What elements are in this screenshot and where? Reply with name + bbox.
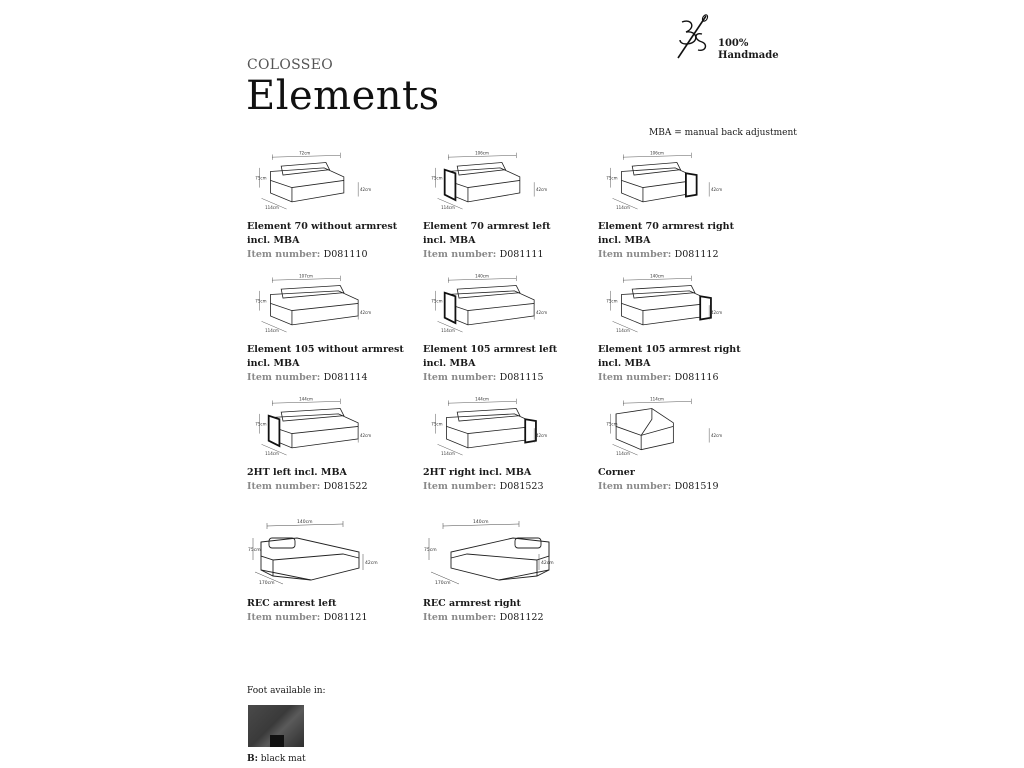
element-name: Element 70 armrest left xyxy=(423,221,551,232)
foot-label: Foot available in: xyxy=(247,686,326,696)
element-name-sub: incl. MBA xyxy=(423,358,476,369)
dimension-label: 75cm xyxy=(424,548,437,553)
recR-drawing xyxy=(423,517,563,595)
logo-text-line2: Handmade xyxy=(718,50,779,61)
item-number-value: D081519 xyxy=(674,481,719,492)
dimension-label: 106cm xyxy=(475,150,489,156)
armL105-drawing xyxy=(423,273,563,341)
item-number xyxy=(247,371,412,385)
dimension-label: 75cm xyxy=(255,298,267,304)
element-name: 2HT right incl. MBA xyxy=(423,467,532,478)
dimension-label: 75cm xyxy=(255,175,267,181)
dimension-label: 75cm xyxy=(606,421,618,427)
item-number-value: D081110 xyxy=(323,249,368,260)
dimension-label: 42cm xyxy=(365,561,378,566)
dimension-label: 42cm xyxy=(710,433,723,439)
item-number xyxy=(598,371,763,385)
dimension-label: 75cm xyxy=(255,421,267,427)
element-name: Element 105 armrest left xyxy=(423,344,558,355)
dimension-label: 114cm xyxy=(265,205,279,211)
item-number-value: D081121 xyxy=(323,612,368,623)
element-name-sub: incl. MBA xyxy=(247,235,300,246)
dimension-label: 42cm xyxy=(710,187,723,193)
dimension-label: 114cm xyxy=(441,451,455,457)
element-card xyxy=(247,150,412,262)
element-name-sub: incl. MBA xyxy=(598,358,651,369)
element-card xyxy=(423,517,588,625)
foot-swatch-caption xyxy=(247,754,306,764)
armL70-drawing xyxy=(423,150,563,218)
item-number-label: Item number: xyxy=(423,249,500,260)
dimension-label: 42cm xyxy=(359,310,372,316)
dimension-label: 114cm xyxy=(441,328,455,334)
element-card xyxy=(598,396,763,494)
dimension-label: 114cm xyxy=(616,205,630,211)
dimension-label: 75cm xyxy=(606,298,618,304)
element-card xyxy=(247,396,412,494)
element-name: Corner xyxy=(598,467,635,478)
dimension-label: 106cm xyxy=(650,150,664,156)
htR-drawing xyxy=(423,396,563,464)
logo-text-line1: 100% xyxy=(718,38,749,49)
element-card xyxy=(598,273,763,385)
corner-drawing xyxy=(598,396,738,464)
dimension-label: 75cm xyxy=(606,175,618,181)
element-name: Element 105 armrest right xyxy=(598,344,741,355)
item-number-label: Item number: xyxy=(247,372,324,383)
foot-swatch-name: black mat xyxy=(257,754,306,764)
element-card xyxy=(247,273,412,385)
element-card xyxy=(423,273,588,385)
recL-drawing xyxy=(247,517,387,595)
dimension-label: 144cm xyxy=(299,396,313,402)
dimension-label: 140cm xyxy=(475,273,489,279)
foot-swatch-code: B: xyxy=(247,754,258,764)
item-number xyxy=(423,248,588,262)
dimension-label: 114cm xyxy=(265,328,279,334)
armR70-drawing xyxy=(598,150,738,218)
dimension-label: 140cm xyxy=(297,520,313,525)
armR105-drawing xyxy=(598,273,738,341)
element-name-sub: incl. MBA xyxy=(423,235,476,246)
dimension-label: 42cm xyxy=(535,187,548,193)
page-title: Elements xyxy=(246,73,440,119)
item-number xyxy=(423,480,588,494)
element-card xyxy=(598,150,763,262)
item-number xyxy=(423,371,588,385)
item-number-label: Item number: xyxy=(247,249,324,260)
dimension-label: 114cm xyxy=(616,451,630,457)
dimension-label: 144cm xyxy=(475,396,489,402)
dimension-label: 140cm xyxy=(473,520,489,525)
item-number-value: D081115 xyxy=(499,372,544,383)
item-number-label: Item number: xyxy=(598,372,675,383)
dimension-label: 75cm xyxy=(248,548,261,553)
item-number-label: Item number: xyxy=(247,612,324,623)
dimension-label: 42cm xyxy=(541,561,554,566)
element-name: Element 70 armrest right xyxy=(598,221,734,232)
htL-drawing xyxy=(247,396,387,464)
item-number-label: Item number: xyxy=(423,372,500,383)
dimension-label: 42cm xyxy=(535,310,548,316)
dimension-label: 72cm xyxy=(299,150,311,156)
dimension-label: 114cm xyxy=(616,328,630,334)
foot-leg-image xyxy=(270,735,284,747)
item-number-value: D081116 xyxy=(674,372,719,383)
element-name: REC armrest left xyxy=(247,598,337,609)
item-number xyxy=(598,248,763,262)
element-name-sub: incl. MBA xyxy=(247,358,300,369)
dimension-label: 75cm xyxy=(431,298,443,304)
logo-text xyxy=(718,38,779,62)
item-number xyxy=(423,611,588,625)
element-name: REC armrest right xyxy=(423,598,521,609)
dimension-label: 170cm xyxy=(259,581,275,586)
item-number xyxy=(247,611,412,625)
dimension-label: 107cm xyxy=(299,273,313,279)
item-number-label: Item number: xyxy=(598,249,675,260)
dimension-label: 42cm xyxy=(535,433,548,439)
element-card xyxy=(247,517,412,625)
dimension-label: 114cm xyxy=(265,451,279,457)
item-number-label: Item number: xyxy=(423,481,500,492)
dimension-label: 114cm xyxy=(650,396,664,402)
dimension-label: 75cm xyxy=(431,175,443,181)
seat70-drawing xyxy=(247,150,387,218)
element-card xyxy=(423,396,588,494)
element-name: Element 70 without armrest xyxy=(247,221,398,232)
element-name: 2HT left incl. MBA xyxy=(247,467,347,478)
dimension-label: 170cm xyxy=(435,581,451,586)
element-name-sub: incl. MBA xyxy=(598,235,651,246)
dimension-label: 42cm xyxy=(710,310,723,316)
item-number xyxy=(247,248,412,262)
item-number-value: D081114 xyxy=(323,372,368,383)
needle-logo-icon xyxy=(672,12,718,62)
dimension-label: 75cm xyxy=(431,421,443,427)
item-number-value: D081122 xyxy=(499,612,544,623)
seat105-drawing xyxy=(247,273,387,341)
item-number-label: Item number: xyxy=(423,612,500,623)
dimension-label: 42cm xyxy=(359,433,372,439)
item-number xyxy=(598,480,763,494)
foot-swatch-black-mat xyxy=(248,705,304,747)
handmade-logo xyxy=(672,12,792,64)
element-name: Element 105 without armrest xyxy=(247,344,404,355)
dimension-label: 42cm xyxy=(359,187,372,193)
dimension-label: 114cm xyxy=(441,205,455,211)
dimension-label: 140cm xyxy=(650,273,664,279)
item-number-value: D081112 xyxy=(674,249,719,260)
item-number-label: Item number: xyxy=(598,481,675,492)
item-number xyxy=(247,480,412,494)
element-card xyxy=(423,150,588,262)
item-number-value: D081522 xyxy=(323,481,368,492)
item-number-label: Item number: xyxy=(247,481,324,492)
mba-note: MBA = manual back adjustment xyxy=(649,128,797,138)
item-number-value: D081111 xyxy=(499,249,544,260)
brand-name: COLOSSEO xyxy=(247,57,333,73)
item-number-value: D081523 xyxy=(499,481,544,492)
